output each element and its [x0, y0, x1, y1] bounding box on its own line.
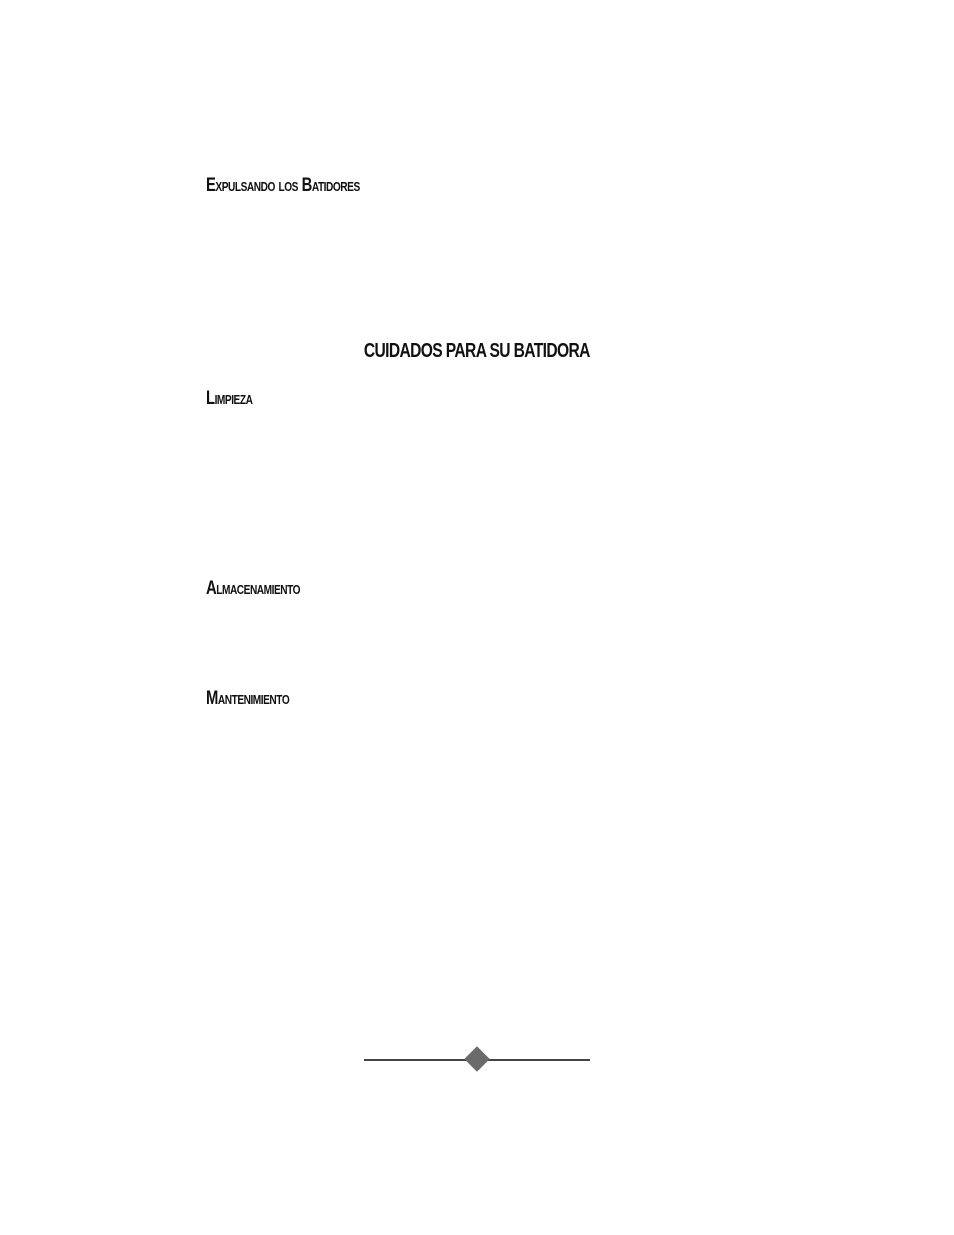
section-heading-limpieza: Limpieza: [206, 388, 253, 409]
section-title-cuidados: [0, 341, 954, 361]
section-heading-mantenimiento: Mantenimiento: [206, 688, 290, 709]
section-title-text: CUIDADOS PARA SU BATIDORA: [364, 340, 590, 362]
diamond-shape: [464, 1046, 489, 1071]
section-heading-almacenamiento: Almacenamiento: [206, 578, 301, 599]
diamond-divider-icon: [364, 1046, 590, 1076]
section-heading-expulsando-batidores: Expulsando los Batidores: [206, 175, 360, 196]
